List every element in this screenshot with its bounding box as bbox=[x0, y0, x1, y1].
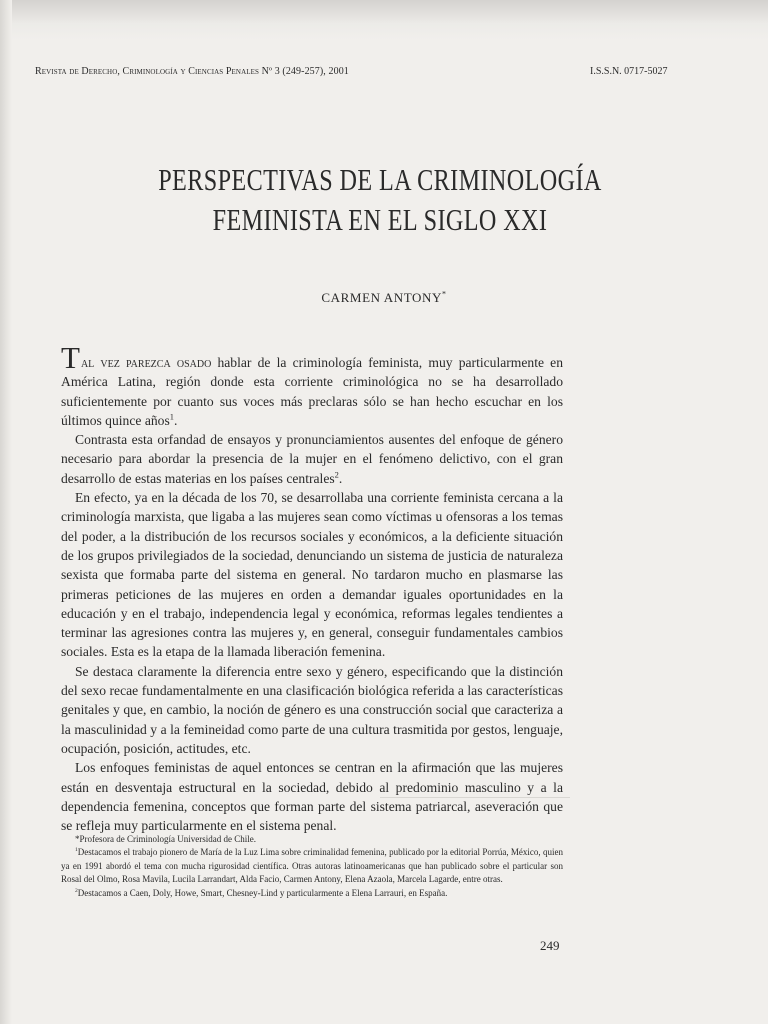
footnote-1-marker: 1 bbox=[75, 847, 78, 854]
footnote-2-text: Destacamos a Caen, Doly, Howe, Smart, Chesney-Lind y particularmente a Elena Larrauri, en España. bbox=[77, 887, 448, 898]
article-body bbox=[61, 340, 564, 835]
footnote-2-marker: 2 bbox=[75, 887, 78, 894]
title-line-1: PERSPECTIVAS DE LA CRIMINOLOGÍA bbox=[158, 162, 602, 197]
issn-label: I.S.S.N. 0717-5027 bbox=[590, 66, 668, 77]
footnote-1 bbox=[61, 846, 563, 886]
footnote-ref-1: 1 bbox=[169, 411, 174, 422]
drop-cap: T bbox=[61, 340, 80, 375]
scan-mark bbox=[380, 797, 570, 798]
footnote-ref-2: 2 bbox=[334, 469, 339, 480]
footnote-1-text: Destacamos el trabajo pionero de María de la Luz Lima sobre criminalidad femenina, publicado por la editorial Porrúa, México, quien ya en 1991 abordó el tema con mucha rigurosidad científica. Otras autoras latinoamericanas que han publicado sobre el particular son Rosal del Olmo, Rosa Mavila, Lucila Larrandart, Alda Facio, Carmen Antony, Elena Azaola, Marcela Lagarde, entre otras. bbox=[61, 847, 563, 885]
author-name: CARMEN ANTONY bbox=[321, 290, 442, 305]
footnote-2 bbox=[61, 887, 563, 900]
scan-shadow-top bbox=[0, 0, 768, 40]
footnotes bbox=[61, 833, 563, 900]
title-line-2: FEMINISTA EN EL SIGLO XXI bbox=[212, 202, 548, 237]
paragraph-2-end: . bbox=[338, 470, 343, 486]
paragraph-4: Se destaca claramente la diferencia entre sexo y género, especificando que la distinción del sexo recae fundamentalmente en una clasificación biológica referida a las características genitales y que, en cambio, la noción de género es una construcción social que caracteriza a la masculinidad y a la femineidad como parte de una cultura trasmitida por gestos, lenguaje, ocupación, posición, actitudes, etc. bbox=[61, 663, 563, 756]
paragraph-1-end: . bbox=[173, 412, 178, 428]
paragraph-3: En efecto, ya en la década de los 70, se desarrollaba una corriente feminista cercana a la criminología marxista, que ligaba a las mujeres sean como víctimas u ofensoras a los temas del poder, a la distribución de los recursos sociales y económicos, a la deficiente situación de los grupos privilegiados de la sociedad, denunciando un sistema de justicia de naturaleza sexista que formaba parte del sistema en general. No tardaron mucho en plasmarse las primeras peticiones de las mujeres en orden a demandar iguales oportunidades en la educación y en el trabajo, independencia legal y económica, reformas legales tendientes a terminar las agresiones contra las mujeres y, en general, conseguir fundamentales cambios sociales. Esta es la etapa de la llamada liberación femenina. bbox=[61, 490, 563, 660]
footnote-author: *Profesora de Criminología Universidad de Chile. bbox=[75, 834, 256, 844]
author-line bbox=[0, 290, 768, 306]
paragraph-1 bbox=[61, 340, 564, 430]
journal-header: Revista de Derecho, Criminología y Ciencias Penales Nº 3 (249-257), 2001 bbox=[35, 66, 349, 77]
paragraph-2-text: Contrasta esta orfandad de ensayos y pronunciamientos ausentes del enfoque de género necesario para abordar la presencia de la mujer en el fenómeno delictivo, con el gran desarrollo de estas materias en los países centrales bbox=[61, 432, 563, 486]
paragraph-5: Los enfoques feministas de aquel entonces se centran en la afirmación que las mujeres están en desventaja estructural en la sociedad, debido al predominio masculino y a la dependencia femenina, conceptos que forman parte del sistema patriarcal, aseveración que se refleja muy particularmente en el sistema penal. bbox=[61, 760, 563, 834]
page-number: 249 bbox=[540, 938, 560, 953]
paragraph-1-text: hablar de la criminología feminista, muy particularmente en América Latina, región donde esta corriente criminológica no se ha desarrollado suficientemente por cuanto sus voces más preclaras sólo se han hecho escuchar en los últimos quince años bbox=[61, 355, 564, 428]
lead-in: al vez parezca osado bbox=[80, 355, 212, 370]
article-title bbox=[130, 160, 629, 240]
author-footnote-marker: * bbox=[441, 289, 447, 299]
paragraph-2 bbox=[61, 430, 563, 488]
scan-shadow-left bbox=[0, 0, 12, 1024]
